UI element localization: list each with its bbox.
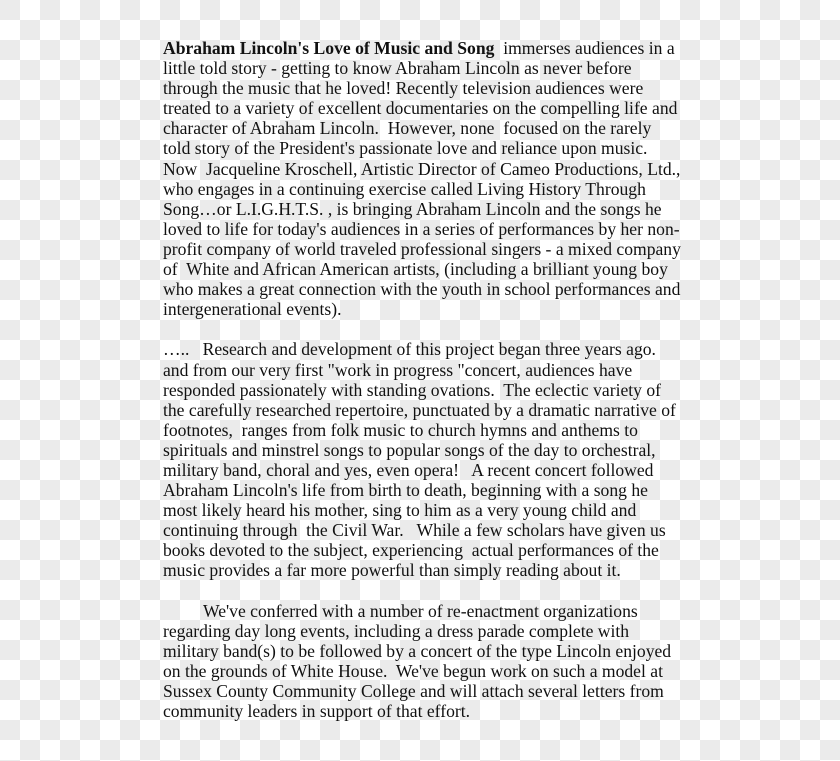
paragraph-reenactment <box>163 601 693 722</box>
text-line: ….. Research and development of this project began three years ago. <box>163 339 656 360</box>
text-line: of White and African American artists, (including a brilliant young boy <box>163 259 668 280</box>
text-line: responded passionately with standing ovations. The eclectic variety of <box>163 379 662 400</box>
text-line: the carefully researched repertoire, punctuated by a dramatic narrative of <box>163 399 676 420</box>
text-line: on the grounds of White House. We've begun work on such a model at <box>163 660 663 681</box>
document-body <box>163 38 693 721</box>
text-line: most likely heard his mother, sing to him as a very young child and <box>163 500 637 521</box>
document-title: Abraham Lincoln's Love of Music and Song <box>163 38 495 58</box>
text-line: through the music that he loved! Recently television audiences were <box>163 78 644 99</box>
text-line: intergenerational events). <box>163 299 342 320</box>
text-line: regarding day long events, including a dress parade complete with <box>163 620 630 641</box>
text-line: books devoted to the subject, experiencing actual performances of the <box>163 540 659 561</box>
text-line: music provides a far more powerful than simply reading about it. <box>163 560 621 581</box>
text-line <box>163 38 693 58</box>
text-line: told story of the President's passionate love and reliance upon music. <box>163 138 648 159</box>
text-line: community leaders in support of that effort. <box>163 701 471 722</box>
paragraph-intro <box>163 38 693 319</box>
text-line: profit company of world traveled professional singers - a mixed company <box>163 238 681 259</box>
text-line: We've conferred with a number of re-enactment organizations <box>203 600 638 621</box>
text-line: military band, choral and yes, even opera! A recent concert followed <box>163 459 654 480</box>
text-line: military band(s) to be followed by a concert of the type Lincoln enjoyed <box>163 640 672 661</box>
text-line: Sussex County Community College and will attach several letters from <box>163 681 664 701</box>
text-line: character of Abraham Lincoln. However, none focused on the rarely <box>163 118 652 139</box>
text-line: Abraham Lincoln's life from birth to death, beginning with a song he <box>163 480 648 501</box>
paragraph-research <box>163 339 693 580</box>
text-line: Song…or L.I.G.H.T.S. , is bringing Abraham Lincoln and the songs he <box>163 198 662 219</box>
text-line: and from our very first "work in progress "concert, audiences have <box>163 359 633 380</box>
text-line: little told story - getting to know Abraham Lincoln as never before <box>163 58 632 79</box>
text-line: spirituals and minstrel songs to popular songs of the day to orchestral, <box>163 439 656 460</box>
text-line: who engages in a continuing exercise called Living History Through <box>163 178 646 199</box>
text-line: loved to life for today's audiences in a series of performances by her non- <box>163 218 680 239</box>
text-line: footnotes, ranges from folk music to church hymns and anthems to <box>163 419 638 440</box>
text-line: Now Jacqueline Kroschell, Artistic Director of Cameo Productions, Ltd., <box>163 158 681 179</box>
text-span: immerses audiences in a <box>494 38 675 58</box>
text-line: who makes a great connection with the youth in school performances and <box>163 279 681 300</box>
text-line: continuing through the Civil War. While a few scholars have given us <box>163 520 666 541</box>
text-line: treated to a variety of excellent documentaries on the compelling life and <box>163 98 678 119</box>
